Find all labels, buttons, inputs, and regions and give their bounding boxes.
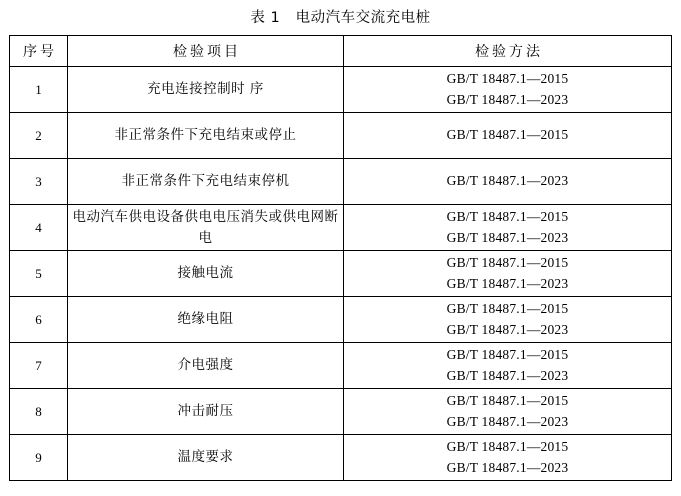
table-row xyxy=(10,113,672,159)
column-header-method: 检验方法 xyxy=(344,36,672,67)
row-method xyxy=(344,297,672,343)
row-item: 接触电流 xyxy=(68,251,344,297)
method-line: GB/T 18487.1—2015 xyxy=(446,438,569,454)
table-header xyxy=(10,36,672,67)
row-method xyxy=(344,389,672,435)
method-line: GB/T 18487.1—2023 xyxy=(446,413,569,429)
table-row xyxy=(10,435,672,481)
table-row xyxy=(10,343,672,389)
row-number: 2 xyxy=(10,113,68,159)
table-row xyxy=(10,205,672,251)
method-line: GB/T 18487.1—2015 xyxy=(446,127,569,143)
row-number: 6 xyxy=(10,297,68,343)
table-row xyxy=(10,297,672,343)
method-line: GB/T 18487.1—2015 xyxy=(446,392,569,408)
row-item: 非正常条件下充电结束停机 xyxy=(68,159,344,205)
row-item: 绝缘电阻 xyxy=(68,297,344,343)
column-header-item: 检验项目 xyxy=(68,36,344,67)
row-method xyxy=(344,205,672,251)
row-number: 5 xyxy=(10,251,68,297)
method-line: GB/T 18487.1—2023 xyxy=(446,459,569,475)
table-row xyxy=(10,389,672,435)
method-line: GB/T 18487.1—2023 xyxy=(446,275,569,291)
row-item: 介电强度 xyxy=(68,343,344,389)
row-number: 1 xyxy=(10,67,68,113)
row-item: 温度要求 xyxy=(68,435,344,481)
method-line: GB/T 18487.1—2015 xyxy=(446,346,569,362)
method-line: GB/T 18487.1—2023 xyxy=(446,229,569,245)
method-line: GB/T 18487.1—2015 xyxy=(446,70,569,86)
row-method xyxy=(344,159,672,205)
row-item: 非正常条件下充电结束或停止 xyxy=(68,113,344,159)
row-method xyxy=(344,251,672,297)
table-body xyxy=(10,67,672,481)
method-line: GB/T 18487.1—2023 xyxy=(446,173,569,189)
method-line: GB/T 18487.1—2015 xyxy=(446,254,569,270)
row-number: 9 xyxy=(10,435,68,481)
method-line: GB/T 18487.1—2023 xyxy=(446,321,569,337)
row-item: 冲击耐压 xyxy=(68,389,344,435)
table-row xyxy=(10,159,672,205)
row-method xyxy=(344,113,672,159)
row-method xyxy=(344,67,672,113)
table-caption: 表 1 电动汽车交流充电桩 xyxy=(250,10,431,26)
table-row xyxy=(10,67,672,113)
column-header-no: 序号 xyxy=(10,36,68,67)
row-item: 充电连接控制时 序 xyxy=(68,67,344,113)
method-line: GB/T 18487.1—2023 xyxy=(446,91,569,107)
table-row xyxy=(10,251,672,297)
row-number: 3 xyxy=(10,159,68,205)
row-method xyxy=(344,435,672,481)
row-method xyxy=(344,343,672,389)
row-number: 8 xyxy=(10,389,68,435)
table-header-row xyxy=(10,36,672,67)
method-line: GB/T 18487.1—2015 xyxy=(446,300,569,316)
inspection-table xyxy=(9,35,672,481)
row-item: 电动汽车供电设备供电电压消失或供电网断电 xyxy=(68,205,344,251)
method-line: GB/T 18487.1—2015 xyxy=(446,208,569,224)
row-number: 7 xyxy=(10,343,68,389)
method-line: GB/T 18487.1—2023 xyxy=(446,367,569,383)
row-number: 4 xyxy=(10,205,68,251)
